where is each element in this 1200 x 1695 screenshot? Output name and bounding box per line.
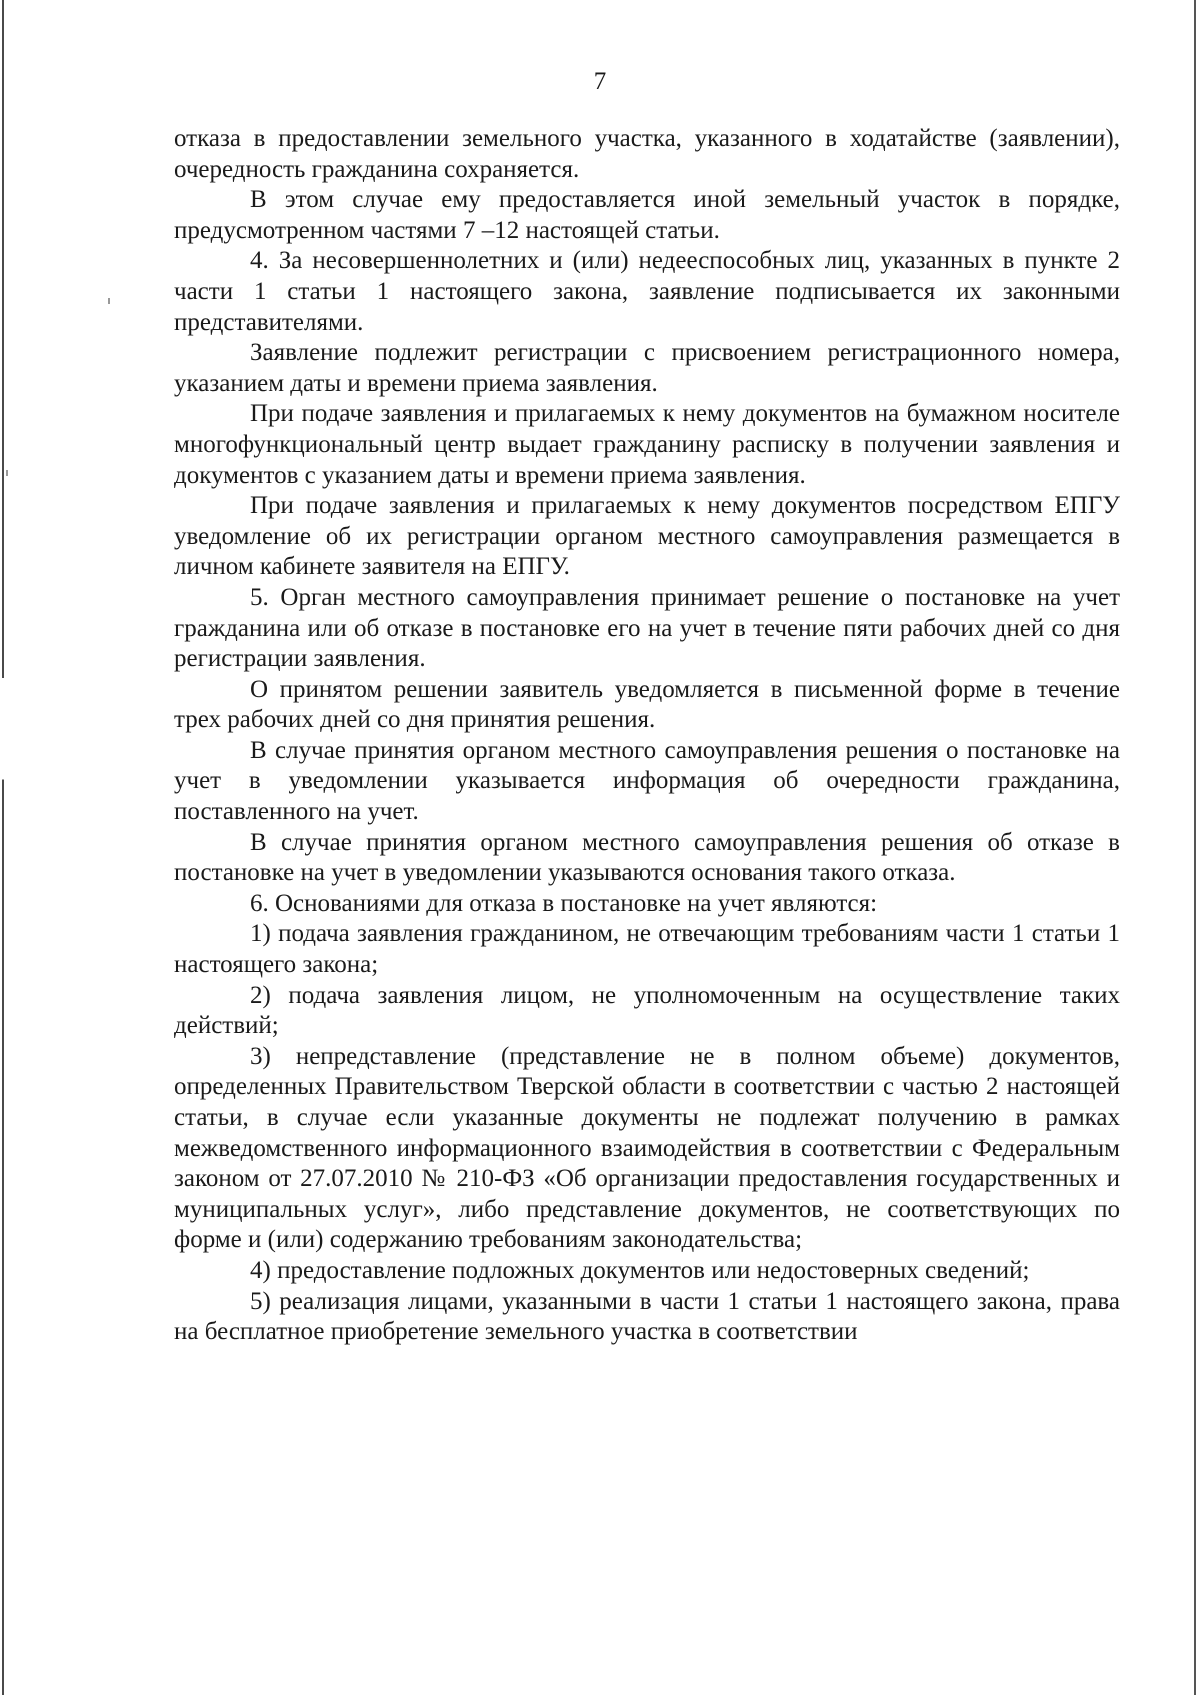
list-item-5: 5) реализация лицами, указанными в части 1 статьи 1 настоящего закона, права на бесплатное приобретение земельного участка в соответствии — [174, 1287, 1120, 1346]
document-body — [174, 124, 1120, 1348]
paragraph: Заявление подлежит регистрации с присвоением регистрационного номера, указанием даты и времени приема заявления. — [174, 339, 1120, 397]
paragraph: В этом случае ему предоставляется иной земельный участок в порядке, предусмотренном частями 7 –12 настоящей статьи. — [174, 186, 1120, 244]
list-item-3: 3) непредставление (представление не в полном объеме) документов, определенных Правительством Тверской области в соответствии с частью 2 настоящей статьи, в случае если указанные документы не подлежат получению в рамках межведомственного информационного взаимодействия в соответствии с Федеральным законом от 27.07.2010 № 210-ФЗ «Об организации предоставления государственных и муниципальных услуг», либо представление документов, не соответствующих по форме и (или) содержанию требованиям законодательства; — [174, 1042, 1120, 1254]
list-item-1: 1) подача заявления гражданином, не отвечающим требованиям части 1 статьи 1 настоящего закона; — [174, 920, 1120, 979]
scan-speck — [108, 298, 110, 304]
list-item-2: 2) подача заявления лицом, не уполномоченным на осуществление таких действий; — [174, 981, 1120, 1040]
paragraph: При подаче заявления и прилагаемых к нему документов на бумажном носителе многофункциональный центр выдает гражданину расписку в получении заявления и документов с указанием даты и времени приема заявления. — [174, 400, 1120, 489]
page-number: 7 — [593, 68, 607, 95]
paragraph-continuation: отказа в предоставлении земельного участка, указанного в ходатайстве (заявлении), очередность гражданина сохраняется. — [174, 125, 1120, 183]
paragraph: При подаче заявления и прилагаемых к нему документов посредством ЕПГУ уведомление об их регистрации органом местного самоуправления размещается в личном кабинете заявителя на ЕПГУ. — [174, 492, 1120, 581]
paragraph: В случае принятия органом местного самоуправления решения об отказе в постановке на учет в уведомлении указываются основания такого отказа. — [174, 828, 1120, 887]
list-item-4: 4) предоставление подложных документов или недостоверных сведений; — [250, 1256, 1030, 1284]
paragraph: В случае принятия органом местного самоуправления решения о постановке на учет в уведомлении указывается информация об очередности гражданина, поставленного на учет. — [174, 736, 1120, 826]
paragraph: О принятом решении заявитель уведомляется в письменной форме в течение трех рабочих дней со дня принятия решения. — [174, 675, 1120, 734]
scan-right-edge — [1194, 0, 1196, 1695]
paragraph-item-5: 5. Орган местного самоуправления принимает решение о постановке на учет гражданина или об отказе в постановке его на учет в течение пяти рабочих дней со дня регистрации заявления. — [174, 583, 1120, 673]
scan-speck — [6, 470, 8, 476]
scan-left-edge — [2, 0, 4, 1695]
paragraph-item-4: 4. За несовершеннолетних и (или) недееспособных лиц, указанных в пункте 2 части 1 статьи 1 настоящего закона, заявление подписывается их законными представителями. — [174, 247, 1120, 336]
paragraph-item-6: 6. Основаниями для отказа в постановке на учет являются: — [250, 889, 878, 917]
